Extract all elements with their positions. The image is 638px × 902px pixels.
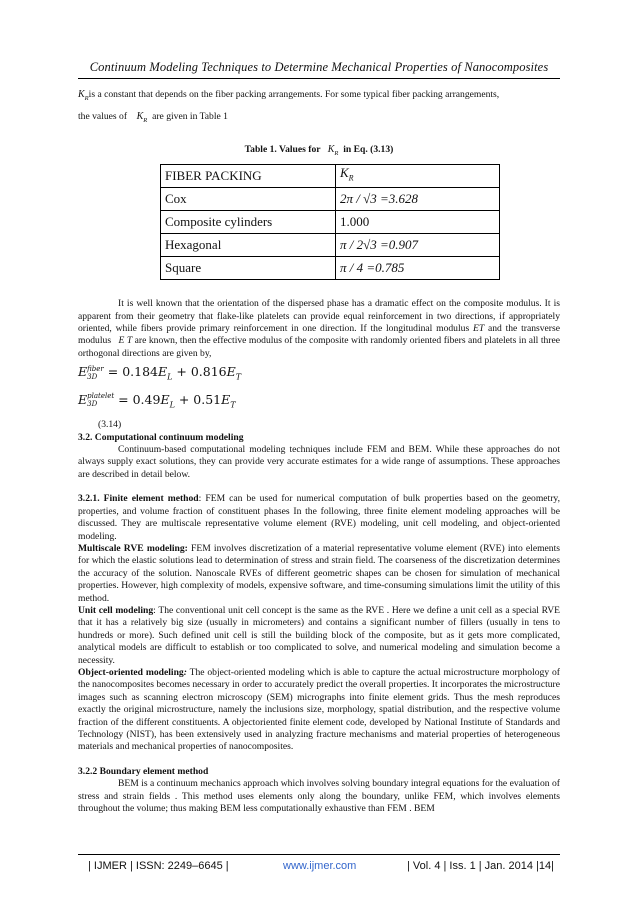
equation-number: (3.14) — [98, 419, 122, 431]
table-row: Hexagonal π / 2√3 =0.907 — [161, 234, 500, 257]
intro-line-2: the values of $K_R$ are given in Table 1 — [78, 111, 228, 125]
section-heading: 3.2.2 Boundary element method — [78, 765, 209, 777]
footer-issue: | Vol. 4 | Iss. 1 | Jan. 2014 |14| — [407, 860, 554, 872]
section-paragraph: Continuum-based computational modeling techniques include FEM and BEM. While these approaches do not always supply exact solutions, they can provide very accurate estimates for a wide range of assumptions. These approaches are described in detail below. — [78, 444, 560, 480]
equation-platelet-rhs: = $0.49E_L + 0.51E_T$ — [118, 391, 236, 410]
kr-symbol: $K_R$ — [78, 89, 89, 102]
footer-journal: | IJMER | ISSN: 2249–6645 | — [88, 860, 229, 872]
objectoriented-paragraph: Object-oriented modeling: The object-oriented modeling which is able to capture the actual microstructure morphology of the nanocomposites becomes necessary in order to accurately predict the overall properties. It incorporates the microstructure images such as scanning electron microscopy (SEM) micrographs into finite element grids. Thus the mesh reproduces exactly the original microstructure, namely the inclusions size, morphology, spatial distribution, and the respective volume fraction of the different constituents. A objectoriented finite element code, developed by National Institute of Standards and Technology (NIST), has been extensively used in analyzing fracture mechanisms and material properties of heterogeneous materials and mechanical properties of nanocomposites. — [78, 666, 560, 753]
table-header-row — [161, 165, 500, 188]
footer-rule — [78, 854, 560, 855]
header-rule — [78, 78, 560, 79]
intro-line-1: $K_Ris$ a constant that depends on the fiber packing arrangements. For some typical fiber packing arrangements, — [78, 89, 500, 102]
fem-paragraph: 3.2.1. Finite element method: FEM can be used for numerical computation of bulk properties based on the geometry, properties, and volume fraction of constituent phases In the following, three finite element modeling approaches will be discussed. They are multiscale representative volume element (RVE) modeling, unit cell modeling, and object-oriented modeling. — [78, 493, 560, 542]
table-header-kr: $K_R$ — [336, 165, 500, 188]
body-text — [78, 89, 560, 815]
multiscale-paragraph: Multiscale RVE modeling: FEM involves discretization of a material representative volume element (RVE) into elements for which the elastic solutions lead to determination of stress and strain field. The coarseness of the discretization determines the accuracy of the solution. Nanoscale RVEs of different geometric shapes can be chosen for simulation of mechanical properties. However, high complexity of models, expensive software, and time-consuming simulations limit the utility of this method. — [78, 542, 560, 604]
equation-fiber: Efiber $3D = 0.184E_L + 0.816E_T$ — [78, 364, 242, 382]
table-row: Square π / 4 =0.785 — [161, 257, 500, 280]
orientation-paragraph: It is well known that the orientation of the dispersed phase has a dramatic effect on the composite modulus. It is apparent from their geometry that flake-like platelets can provide equal reinforcement in two directions, if appropriately oriented, while fibers provide primary reinforcement in one direction. If the longitudinal modulus ET and the transverse modulus E T are known, then the effective modulus of the composite with randomly oriented fibers and platelets in all three orthogonal directions are given by, — [78, 298, 560, 359]
section-heading: 3.2. Computational continuum modeling — [78, 431, 244, 443]
unitcell-paragraph: Unit cell modeling: The conventional unit cell concept is the same as the RVE . Here we define a unit cell as a special RVE that it has a relatively big size (usually in micrometers) and contains a significant number of fillers (usually in tens to hundreds or more). Such defined unit cell is still the building block of the composite, but as it gets more complicated, analytical models are difficult to establish or too complicated to solve, and numerical modeling and simulation become a necessity. — [78, 604, 560, 666]
fiber-packing-table — [160, 164, 500, 280]
table-header-packing: FIBER PACKING — [161, 165, 336, 188]
bem-paragraph: BEM is a continuum mechanics approach which involves solving boundary integral equations for the evaluation of stress and strain fields . This method uses elements only along the boundary, unlike FEM, which involves elements throughout the volume; thus making BEM less computationally exhaustive than FEM . BEM — [78, 778, 560, 815]
running-title: Continuum Modeling Techniques to Determine Mechanical Properties of Nanocomposites — [89, 60, 549, 74]
table-caption: Table 1. Values for $K_R$ in Eq. (3.13) — [244, 143, 394, 157]
table-row: Cox 2π / √3 =3.628 — [161, 188, 500, 211]
kr-symbol: $K_R$ — [136, 111, 148, 125]
equation-platelet: Eplatelet $3D = 0.49E_L + 0.51E_T$ — [78, 391, 236, 410]
equation-fiber-rhs: = $0.184E_L + 0.816E_T$ — [107, 364, 242, 382]
footer-site-link[interactable]: www.ijmer.com — [283, 860, 357, 872]
table-row: Composite cylinders 1.000 — [161, 211, 500, 234]
